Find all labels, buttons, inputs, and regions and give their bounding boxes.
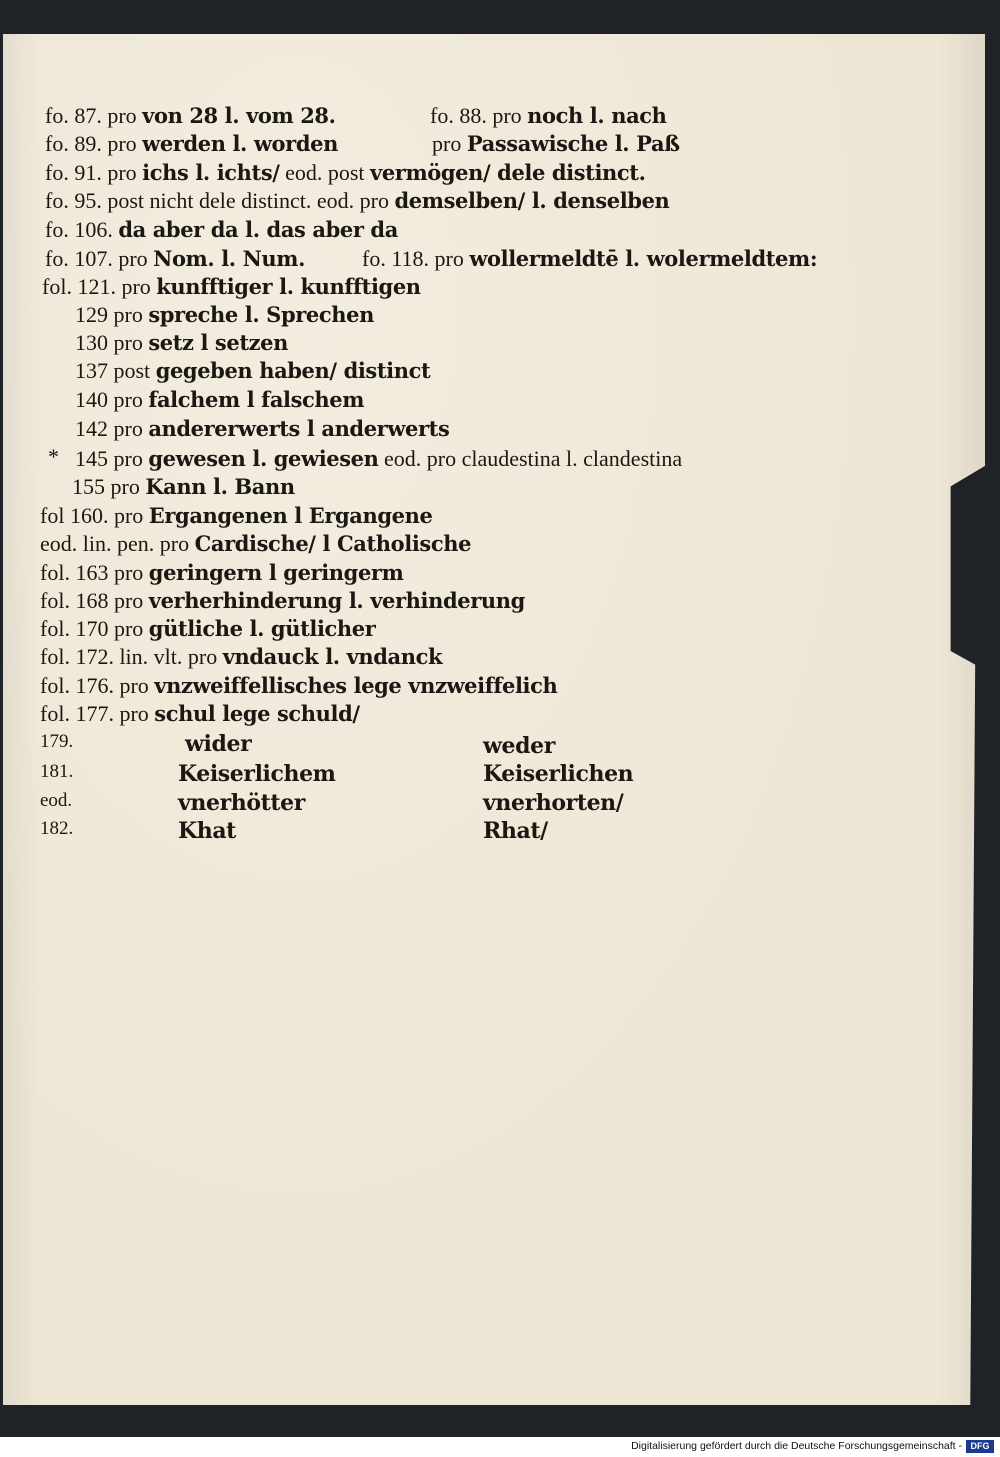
errata-correction: demselben/ l. denselben: [394, 188, 670, 213]
errata-line-right: [432, 131, 680, 157]
table-wrong-word: vnerhötter: [178, 790, 305, 816]
errata-correction: spreche l. Sprechen: [148, 302, 374, 327]
errata-correction: kunfftiger l. kunfftigen: [156, 274, 421, 299]
errata-line: [45, 217, 398, 243]
errata-keyword: pro: [113, 330, 143, 355]
errata-line: [45, 160, 646, 186]
errata-keyword: eod. post: [285, 160, 365, 185]
errata-correction: von 28 l. vom 28.: [142, 103, 336, 128]
page-ref: 155: [72, 474, 105, 499]
errata-correction: da aber da l. das aber da: [118, 217, 398, 242]
table-right-word: Rhat/: [483, 818, 548, 844]
errata-correction: gütliche l. gütlicher: [148, 616, 376, 641]
errata-correction: werden l. worden: [142, 131, 338, 156]
errata-correction: gegeben haben/ distinct: [155, 358, 431, 383]
errata-correction: andererwerts l anderwerts: [148, 416, 450, 441]
page-ref: fo. 107. pro: [45, 246, 148, 271]
page-ref: fo. 91.: [45, 160, 102, 185]
errata-line: [40, 701, 360, 727]
errata-correction: Kann l. Bann: [145, 474, 295, 499]
errata-keyword: pro: [113, 387, 143, 412]
errata-line: [40, 616, 375, 642]
errata-line: [75, 330, 288, 356]
errata-correction: setz l setzen: [148, 330, 288, 355]
errata-keyword: post nicht dele distinct. eod. pro: [107, 188, 389, 213]
errata-correction: vndauck l. vndanck: [222, 644, 443, 669]
page-ref: 142: [75, 416, 108, 441]
table-page-ref: 182.: [40, 818, 74, 839]
errata-correction: vermögen/ dele distinct.: [370, 160, 646, 185]
table-page-ref: eod.: [40, 790, 73, 811]
errata-line-right: [362, 246, 817, 272]
page-ref: eod. lin. pen. pro: [40, 531, 190, 556]
page-ref: 145: [75, 446, 108, 471]
table-page-ref: 181.: [40, 761, 74, 782]
table-right-word: Keiserlichen: [483, 761, 634, 787]
errata-correction: geringern l geringerm: [148, 560, 404, 585]
errata-keyword: pro: [113, 446, 143, 471]
page-ref: 130: [75, 330, 108, 355]
errata-keyword: pro: [113, 560, 144, 585]
errata-correction: Nom. l. Num.: [153, 246, 305, 271]
errata-correction: ichs l. ichts/: [142, 160, 280, 185]
errata-line: [40, 503, 432, 529]
errata-correction: Ergangenen l Ergangene: [148, 503, 433, 528]
errata-keyword: pro: [113, 616, 144, 641]
page-ref: fo. 118. pro: [362, 246, 464, 271]
errata-keyword: pro: [107, 131, 137, 156]
errata-keyword: pro: [107, 160, 137, 185]
page-ref: fol. 172. lin. vlt.: [40, 644, 183, 669]
page-ref: fo. 87.: [45, 103, 102, 128]
table-right-word: weder: [483, 733, 555, 759]
errata-correction: vnzweiffellisches lege vnzweiffelich: [154, 673, 558, 698]
page-ref: fo. 89.: [45, 131, 102, 156]
errata-keyword: post: [113, 358, 151, 383]
page-ref: 140: [75, 387, 108, 412]
page-ref: 129: [75, 302, 108, 327]
page-ref: fol. 168: [40, 588, 109, 613]
errata-line: [75, 416, 449, 442]
page-ref: fol 160. pro: [40, 503, 144, 528]
errata-keyword: pro: [187, 644, 218, 669]
errata-keyword: pro: [113, 588, 144, 613]
errata-line: [75, 302, 374, 328]
errata-keyword: eod. pro claudestina l. clandestina: [384, 446, 683, 471]
errata-keyword: pro: [113, 416, 143, 441]
digitization-footer: [0, 1437, 1000, 1457]
page-ref: fol. 177. pro: [40, 701, 149, 726]
errata-keyword: pro: [110, 474, 140, 499]
errata-correction: wollermeldtē l. wolermeldtem:: [469, 246, 818, 271]
errata-line: [45, 131, 338, 157]
margin-mark: *: [48, 444, 59, 469]
errata-keyword: pro: [113, 302, 143, 327]
errata-line: [45, 188, 669, 214]
page-ref: fo. 95.: [45, 188, 102, 213]
errata-correction: Passawische l. Paß: [466, 131, 680, 156]
page-ref: fol. 176. pro: [40, 673, 149, 698]
page-ref: fol. 170: [40, 616, 109, 641]
errata-keyword: pro: [107, 103, 137, 128]
funding-notice: Digitalisierung gefördert durch die Deutsche Forschungsgemeinschaft -: [631, 1440, 962, 1452]
page-ref: fo. 106.: [45, 217, 113, 242]
errata-line: [40, 531, 471, 557]
page-ref: fo. 88. pro: [430, 103, 522, 128]
table-right-word: vnerhorten/: [483, 790, 624, 816]
errata-correction: schul lege schuld/: [154, 701, 360, 726]
errata-line-right: [430, 103, 667, 129]
table-wrong-word: wider: [185, 731, 252, 757]
errata-line: [72, 474, 295, 500]
errata-line: [40, 588, 525, 614]
errata-correction: gewesen l. gewiesen: [148, 446, 379, 471]
errata-line: [75, 387, 364, 413]
errata-line: [75, 446, 682, 472]
errata-line: [40, 673, 557, 699]
page-ref: 137: [75, 358, 108, 383]
errata-line: [45, 246, 305, 272]
errata-line: [42, 274, 421, 300]
errata-line: [40, 560, 403, 586]
table-page-ref: 179.: [40, 731, 74, 752]
errata-keyword: pro: [432, 131, 462, 156]
errata-correction: noch l. nach: [527, 103, 667, 128]
table-wrong-word: Khat: [178, 818, 236, 844]
dfg-logo-icon[interactable]: DFG: [966, 1440, 994, 1453]
errata-correction: falchem l falschem: [148, 387, 365, 412]
page-ref: fol. 121. pro: [42, 274, 151, 299]
errata-correction: Cardische/ l Catholische: [194, 531, 472, 556]
page-ref: fol. 163: [40, 560, 109, 585]
errata-line: [40, 644, 442, 670]
errata-line: [45, 103, 336, 129]
errata-line: [75, 358, 430, 384]
errata-correction: verherhinderung l. verhinderung: [148, 588, 525, 613]
table-wrong-word: Keiserlichem: [178, 761, 336, 787]
